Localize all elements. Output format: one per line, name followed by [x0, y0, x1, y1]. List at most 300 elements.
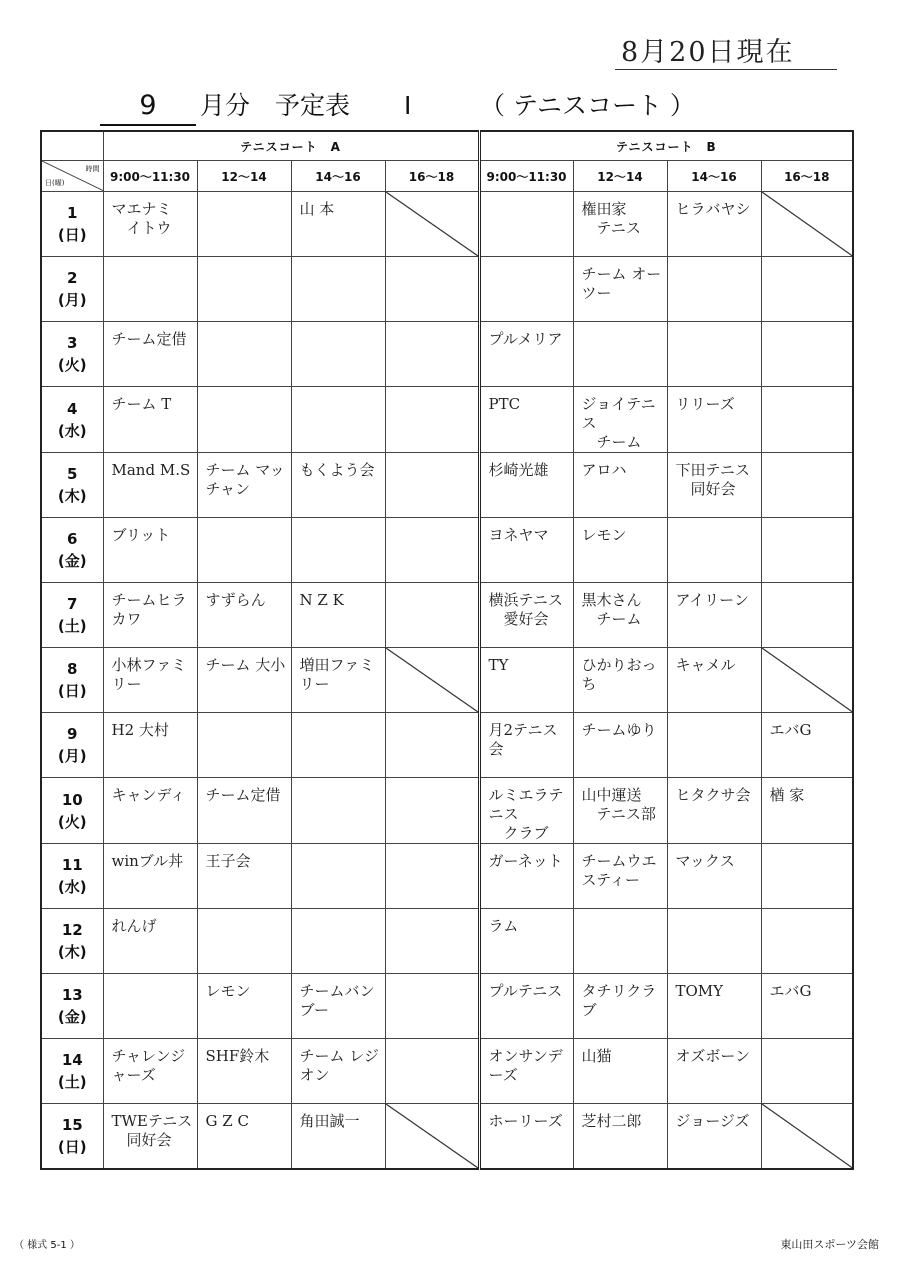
reservation-cell-a-3 — [385, 778, 479, 844]
reservation-name: リリーズ — [675, 395, 735, 413]
reservation-name — [668, 713, 761, 721]
reservation-cell-a-1 — [197, 778, 291, 844]
time-slot-header: 12～14 — [573, 161, 667, 192]
reservation-cell-b-0 — [479, 909, 573, 974]
reservation-cell-b-0 — [479, 322, 573, 387]
day-number: 15 — [61, 1116, 83, 1134]
day-number: 13 — [61, 986, 83, 1004]
reservation-name: キャメル — [675, 656, 736, 674]
reservation-cell-a-3 — [385, 192, 479, 257]
reservation-name: 横浜テニス 愛好会 — [488, 591, 563, 628]
day-number: 4 — [67, 399, 78, 418]
day-of-week: (月) — [57, 747, 87, 765]
reservation-cell-a-1 — [197, 387, 291, 453]
reservation-name: チームヒラカワ — [111, 591, 187, 628]
reservation-name: チーム オーツー — [581, 265, 662, 302]
day-of-week: (日) — [57, 682, 87, 700]
time-slot-header: 16～18 — [385, 161, 479, 192]
day-of-week: (金) — [57, 552, 87, 570]
time-slot-header: 9:00～11:30 — [479, 161, 573, 192]
reservation-name: レモン — [205, 982, 251, 1000]
reservation-name: オンサンデーズ — [488, 1047, 563, 1084]
unavailable-slash — [762, 1104, 853, 1168]
reservation-name: 山 本 — [299, 200, 335, 218]
reservation-cell-a-3 — [385, 387, 479, 453]
reservation-name: チーム 大小 — [205, 656, 286, 674]
reservation-name — [198, 518, 291, 526]
reservation-cell-b-2 — [667, 844, 761, 909]
reservation-cell-b-1 — [573, 1104, 667, 1170]
reservation-name: チーム定借 — [205, 786, 281, 804]
reservation-cell-b-0 — [479, 1104, 573, 1170]
reservation-name: 芝村二郎 — [581, 1112, 642, 1130]
reservation-cell-a-1 — [197, 583, 291, 648]
reservation-name: G Z C — [205, 1112, 249, 1130]
day-number: 2 — [67, 269, 78, 287]
day-cell — [41, 257, 103, 322]
reservation-cell-b-3 — [761, 778, 853, 844]
day-cell — [41, 192, 103, 257]
reservation-name — [668, 518, 761, 526]
reservation-name: マエナミ イトウ — [111, 200, 172, 237]
reservation-name: タチリクラブ — [581, 982, 657, 1019]
schedule-row — [41, 257, 853, 322]
day-cell — [41, 974, 103, 1039]
reservation-cell-b-0 — [479, 713, 573, 778]
schedule-row — [41, 1104, 853, 1170]
reservation-name — [386, 974, 478, 982]
reservation-cell-b-2 — [667, 648, 761, 713]
reservation-name: プルメリア — [488, 330, 563, 348]
reservation-cell-b-0 — [479, 974, 573, 1039]
reservation-cell-b-0 — [479, 518, 573, 583]
reservation-name: アイリーン — [675, 591, 749, 609]
reservation-cell-b-2 — [667, 453, 761, 518]
reservation-cell-a-0 — [103, 909, 197, 974]
day-of-week: (日) — [57, 1138, 87, 1156]
reservation-name: 小林ファミリー — [111, 656, 187, 693]
reservation-name — [292, 713, 385, 721]
time-slot-header: 16～18 — [761, 161, 853, 192]
reservation-name: ヒラバヤシ — [675, 200, 751, 218]
reservation-cell-a-0 — [103, 518, 197, 583]
day-number: 14 — [61, 1051, 83, 1069]
day-of-week: (火) — [57, 356, 87, 374]
reservation-cell-a-3 — [385, 1104, 479, 1170]
day-cell — [41, 1104, 103, 1170]
reservation-cell-a-2 — [291, 192, 385, 257]
reservation-name — [386, 778, 478, 786]
reservation-cell-a-1 — [197, 844, 291, 909]
reservation-name: TWEテニス 同好会 — [111, 1112, 193, 1149]
reservation-name — [762, 322, 853, 330]
reservation-name — [292, 518, 385, 526]
reservation-cell-a-3 — [385, 713, 479, 778]
reservation-cell-b-3 — [761, 322, 853, 387]
day-cell — [41, 1039, 103, 1104]
reservation-name: ジョージズ — [675, 1112, 750, 1130]
reservation-name — [292, 387, 385, 395]
reservation-name — [574, 909, 667, 917]
reservation-name — [292, 778, 385, 786]
reservation-cell-b-0 — [479, 387, 573, 453]
day-cell — [41, 453, 103, 518]
reservation-cell-b-2 — [667, 974, 761, 1039]
reservation-cell-b-3 — [761, 583, 853, 648]
reservation-cell-b-0 — [479, 1039, 573, 1104]
reservation-name: ルミエラテニス クラブ — [488, 786, 564, 842]
reservation-name: れんげ — [111, 917, 157, 935]
reservation-name: H2 大村 — [111, 721, 169, 739]
as-of-date-stamp: 8月20日現在 — [615, 30, 837, 70]
reservation-cell-b-3 — [761, 844, 853, 909]
reservation-cell-a-1 — [197, 1104, 291, 1170]
reservation-cell-a-0 — [103, 648, 197, 713]
header-blank — [41, 131, 103, 161]
reservation-cell-b-0 — [479, 778, 573, 844]
reservation-name — [104, 974, 197, 982]
reservation-cell-a-1 — [197, 453, 291, 518]
day-number: 6 — [67, 530, 78, 548]
reservation-cell-a-2 — [291, 974, 385, 1039]
corner-header — [41, 161, 103, 192]
form-number: （ 様式 5-1 ） — [14, 1240, 80, 1251]
reservation-cell-a-1 — [197, 648, 291, 713]
reservation-cell-a-2 — [291, 257, 385, 322]
schedule-row — [41, 192, 853, 257]
reservation-name — [386, 713, 478, 721]
reservation-name: 杉崎光雄 — [488, 461, 549, 479]
reservation-cell-b-3 — [761, 453, 853, 518]
time-slot-header: 14～16 — [291, 161, 385, 192]
corner-time-label: 時間 — [85, 165, 100, 173]
day-of-week: (火) — [57, 812, 87, 831]
reservation-cell-a-3 — [385, 518, 479, 583]
unavailable-slash — [386, 648, 478, 712]
reservation-cell-a-1 — [197, 909, 291, 974]
reservation-name: ホーリーズ — [488, 1112, 563, 1130]
reservation-cell-a-0 — [103, 192, 197, 257]
reservation-name — [386, 518, 478, 526]
reservation-name: ガーネット — [488, 852, 563, 870]
reservation-name: N Z K — [299, 591, 344, 609]
reservation-cell-a-2 — [291, 1039, 385, 1104]
schedule-row — [41, 844, 853, 909]
day-cell — [41, 909, 103, 974]
day-number: 11 — [61, 856, 83, 874]
unavailable-slash — [762, 648, 853, 712]
reservation-name — [762, 844, 853, 852]
reservation-name: 月2テニス会 — [488, 721, 558, 758]
reservation-name — [762, 453, 853, 461]
reservation-name: オズボーン — [675, 1047, 751, 1065]
schedule-row — [41, 713, 853, 778]
court-b-header: テニスコート B — [479, 131, 853, 161]
day-of-week: (月) — [57, 291, 87, 309]
unavailable-slash — [762, 192, 853, 256]
reservation-cell-a-0 — [103, 387, 197, 453]
reservation-cell-b-2 — [667, 257, 761, 322]
reservation-name — [198, 909, 291, 917]
unavailable-slash — [386, 192, 478, 256]
reservation-cell-a-3 — [385, 844, 479, 909]
court-a-header: テニスコート A — [103, 131, 479, 161]
day-of-week: (日) — [57, 226, 87, 244]
reservation-cell-a-1 — [197, 1039, 291, 1104]
corner-day-label: 日(曜) — [45, 179, 65, 187]
reservation-cell-a-1 — [197, 257, 291, 322]
reservation-cell-b-3 — [761, 713, 853, 778]
reservation-cell-b-2 — [667, 192, 761, 257]
reservation-name — [198, 257, 291, 265]
reservation-cell-b-1 — [573, 453, 667, 518]
schedule-row — [41, 583, 853, 648]
reservation-name — [386, 844, 478, 852]
reservation-name: チーム定借 — [111, 330, 187, 348]
reservation-cell-a-0 — [103, 453, 197, 518]
reservation-cell-a-2 — [291, 778, 385, 844]
day-number: 12 — [61, 921, 83, 939]
reservation-name: ヨネヤマ — [488, 526, 549, 544]
reservation-cell-b-3 — [761, 518, 853, 583]
reservation-cell-b-0 — [479, 192, 573, 257]
reservation-cell-b-1 — [573, 778, 667, 844]
reservation-cell-b-1 — [573, 583, 667, 648]
reservation-name: すずらん — [205, 591, 266, 609]
day-of-week: (木) — [57, 943, 87, 961]
reservation-name: Mand M.S — [111, 461, 191, 479]
day-number: 10 — [61, 790, 83, 809]
reservation-name: レモン — [581, 526, 627, 544]
day-cell — [41, 648, 103, 713]
reservation-cell-a-3 — [385, 453, 479, 518]
title-text: 月分 予定表 — [200, 91, 351, 120]
reservation-cell-b-1 — [573, 844, 667, 909]
reservation-name — [762, 387, 853, 395]
day-cell — [41, 778, 103, 844]
reservation-cell-a-3 — [385, 974, 479, 1039]
reservation-cell-b-1 — [573, 909, 667, 974]
reservation-cell-b-3 — [761, 1039, 853, 1104]
reservation-cell-b-2 — [667, 713, 761, 778]
venue-name: 東山田スポーツ会館 — [780, 1238, 879, 1251]
reservation-cell-b-0 — [479, 648, 573, 713]
reservation-cell-b-1 — [573, 387, 667, 453]
reservation-cell-b-0 — [479, 844, 573, 909]
reservation-cell-a-1 — [197, 974, 291, 1039]
title-facility: （ テニスコート ） — [480, 91, 695, 120]
reservation-cell-a-3 — [385, 322, 479, 387]
reservation-cell-a-0 — [103, 257, 197, 322]
reservation-name — [481, 192, 573, 200]
reservation-name: 増田ファミリー — [299, 656, 375, 693]
reservation-name — [762, 518, 853, 526]
reservation-cell-a-2 — [291, 713, 385, 778]
reservation-name — [198, 713, 291, 721]
day-cell — [41, 713, 103, 778]
reservation-name — [668, 909, 761, 917]
reservation-name — [198, 387, 291, 395]
day-cell — [41, 387, 103, 453]
reservation-name: 下田テニス 同好会 — [675, 461, 750, 498]
reservation-name — [386, 1039, 478, 1047]
reservation-cell-a-2 — [291, 583, 385, 648]
schedule-table — [40, 130, 854, 1170]
reservation-cell-b-3 — [761, 974, 853, 1039]
reservation-cell-a-1 — [197, 713, 291, 778]
schedule-row — [41, 778, 853, 844]
reservation-name — [386, 257, 478, 265]
reservation-cell-b-1 — [573, 648, 667, 713]
reservation-cell-a-0 — [103, 974, 197, 1039]
reservation-cell-b-3 — [761, 257, 853, 322]
reservation-name — [386, 453, 478, 461]
schedule-row — [41, 1039, 853, 1104]
reservation-cell-a-2 — [291, 1104, 385, 1170]
reservation-name: PTC — [488, 395, 521, 413]
reservation-cell-b-1 — [573, 192, 667, 257]
reservation-name: もくよう会 — [299, 461, 375, 479]
reservation-name: ブリット — [111, 526, 171, 544]
reservation-name — [668, 257, 761, 265]
reservation-cell-a-1 — [197, 322, 291, 387]
reservation-name: チームバンブー — [299, 982, 375, 1019]
schedule-row — [41, 909, 853, 974]
reservation-cell-b-1 — [573, 518, 667, 583]
reservation-cell-b-2 — [667, 909, 761, 974]
reservation-cell-b-0 — [479, 453, 573, 518]
reservation-name: チームゆり — [581, 721, 657, 739]
reservation-cell-b-3 — [761, 192, 853, 257]
reservation-name: チームウエスティー — [581, 852, 657, 889]
reservation-name: SHF鈴木 — [205, 1047, 270, 1065]
reservation-name: マックス — [675, 852, 735, 870]
schedule-row — [41, 648, 853, 713]
reservation-cell-a-3 — [385, 583, 479, 648]
reservation-name: キャンディ — [111, 786, 186, 804]
reservation-cell-a-0 — [103, 713, 197, 778]
reservation-name: ヒタクサ会 — [675, 786, 751, 804]
reservation-cell-b-1 — [573, 1039, 667, 1104]
reservation-cell-b-0 — [479, 257, 573, 322]
reservation-cell-b-1 — [573, 257, 667, 322]
reservation-name — [104, 257, 197, 265]
reservation-name — [386, 583, 478, 591]
reservation-name — [292, 257, 385, 265]
reservation-cell-a-2 — [291, 648, 385, 713]
reservation-cell-b-2 — [667, 778, 761, 844]
reservation-cell-a-2 — [291, 909, 385, 974]
reservation-cell-b-2 — [667, 1039, 761, 1104]
reservation-name: エバG — [769, 721, 812, 739]
reservation-name — [762, 1039, 853, 1047]
reservation-cell-a-0 — [103, 583, 197, 648]
reservation-cell-a-1 — [197, 192, 291, 257]
reservation-name: 権田家 テニス — [581, 200, 641, 237]
reservation-cell-b-2 — [667, 518, 761, 583]
reservation-name: ラム — [488, 917, 519, 935]
document-title — [100, 88, 800, 128]
reservation-cell-a-3 — [385, 909, 479, 974]
unavailable-slash — [386, 1104, 478, 1168]
reservation-name: 王子会 — [205, 852, 251, 870]
reservation-cell-a-0 — [103, 1039, 197, 1104]
day-of-week: (金) — [57, 1008, 87, 1026]
day-number: 5 — [67, 465, 78, 483]
reservation-cell-a-1 — [197, 518, 291, 583]
reservation-name: TY — [488, 656, 509, 674]
reservation-cell-b-1 — [573, 974, 667, 1039]
reservation-name — [762, 257, 853, 265]
reservation-name: 楢 家 — [769, 786, 805, 804]
reservation-name: プルテニス — [488, 982, 563, 1000]
reservation-name — [386, 322, 478, 330]
reservation-cell-b-3 — [761, 1104, 853, 1170]
reservation-name — [198, 322, 291, 330]
day-of-week: (水) — [57, 421, 87, 440]
reservation-name: TOMY — [675, 982, 724, 1000]
reservation-cell-b-1 — [573, 713, 667, 778]
schedule-row — [41, 518, 853, 583]
reservation-cell-b-2 — [667, 387, 761, 453]
reservation-cell-b-2 — [667, 583, 761, 648]
reservation-cell-b-0 — [479, 583, 573, 648]
reservation-cell-b-3 — [761, 387, 853, 453]
day-of-week: (水) — [57, 878, 87, 896]
reservation-cell-a-3 — [385, 1039, 479, 1104]
reservation-name — [481, 257, 573, 265]
reservation-name: 山中運送 テニス部 — [581, 786, 656, 823]
schedule-row — [41, 453, 853, 518]
reservation-cell-a-2 — [291, 322, 385, 387]
day-of-week: (木) — [57, 487, 87, 505]
day-cell — [41, 518, 103, 583]
day-number: 8 — [67, 660, 78, 678]
reservation-cell-a-3 — [385, 257, 479, 322]
reservation-name — [292, 322, 385, 330]
day-number: 1 — [67, 204, 78, 222]
reservation-name — [668, 322, 761, 330]
reservation-cell-b-3 — [761, 648, 853, 713]
day-number: 7 — [67, 595, 78, 613]
day-cell — [41, 844, 103, 909]
reservation-name — [198, 192, 291, 200]
reservation-cell-a-0 — [103, 778, 197, 844]
time-slot-header: 12～14 — [197, 161, 291, 192]
reservation-name: ひかりおっち — [581, 656, 657, 693]
time-slot-header: 9:00～11:30 — [103, 161, 197, 192]
time-slot-header: 14～16 — [667, 161, 761, 192]
reservation-name — [292, 909, 385, 917]
day-number: 3 — [67, 334, 78, 352]
reservation-name — [386, 909, 478, 917]
reservation-name: 黒木さん チーム — [581, 591, 642, 628]
reservation-cell-a-2 — [291, 844, 385, 909]
reservation-name — [386, 387, 478, 395]
reservation-cell-a-0 — [103, 844, 197, 909]
schedule-row — [41, 974, 853, 1039]
reservation-cell-b-3 — [761, 909, 853, 974]
reservation-name: winブル丼 — [111, 852, 184, 870]
day-number: 9 — [67, 725, 78, 743]
reservation-cell-a-0 — [103, 322, 197, 387]
reservation-cell-a-2 — [291, 518, 385, 583]
reservation-name: アロハ — [581, 461, 627, 479]
reservation-name — [762, 909, 853, 917]
reservation-name — [292, 844, 385, 852]
reservation-name: チャレンジャーズ — [111, 1047, 186, 1084]
reservation-name: 角田誠一 — [299, 1112, 360, 1130]
